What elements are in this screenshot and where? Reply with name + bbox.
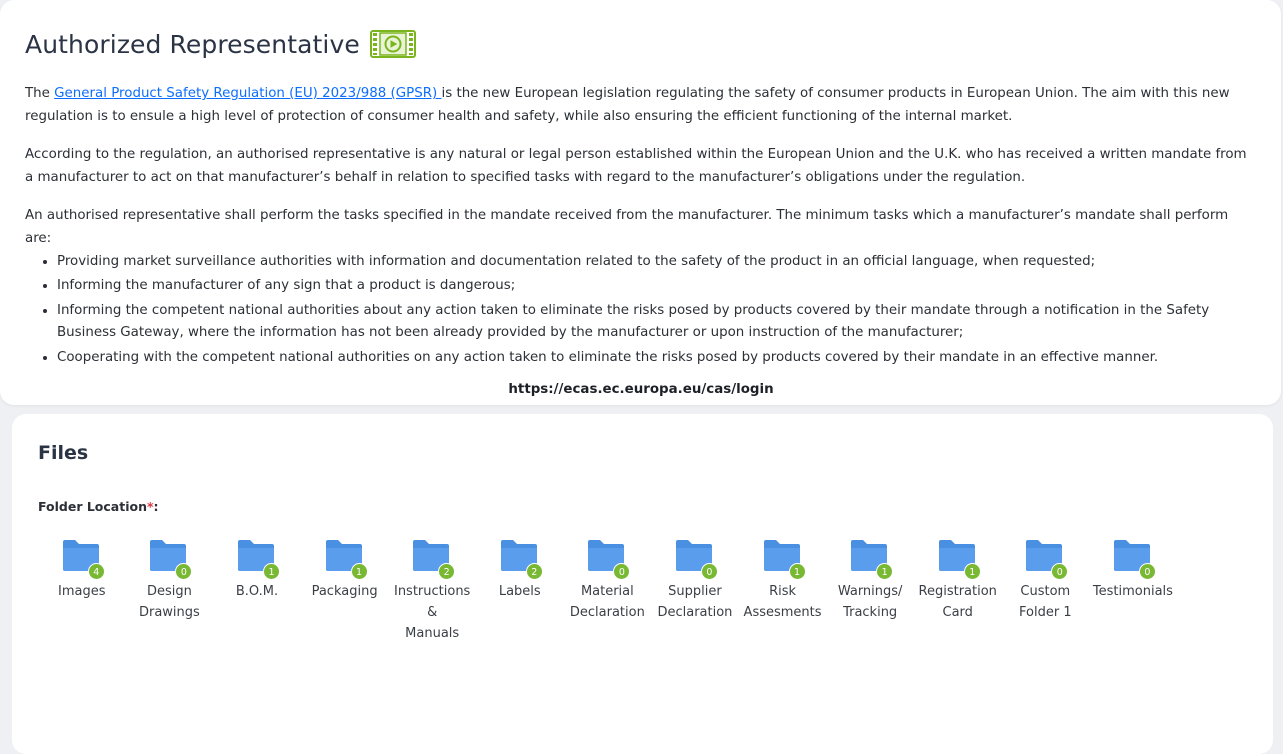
file-count-badge: 1	[789, 563, 806, 580]
folder-icon	[236, 538, 278, 578]
file-count-badge: 1	[964, 563, 981, 580]
folder-name-line1: Material	[580, 584, 634, 599]
file-count-badge: 0	[701, 563, 718, 580]
folder-icon	[674, 538, 716, 578]
folder-item[interactable]	[388, 538, 476, 644]
file-count-badge: 0	[1139, 563, 1156, 580]
file-count-badge: 2	[438, 563, 455, 580]
folder-item[interactable]	[38, 538, 126, 644]
folder-name	[499, 581, 541, 602]
files-card	[12, 414, 1273, 754]
folder-name-line1: Supplier	[668, 584, 722, 599]
folder-icon	[762, 538, 804, 578]
file-count-badge: 1	[876, 563, 893, 580]
folder-name-line1: Registration	[918, 584, 997, 599]
folder-name-line2: Card	[942, 605, 973, 620]
folder-name-line2: Manuals	[405, 626, 460, 641]
file-count-badge: 0	[1051, 563, 1068, 580]
folder-name	[838, 581, 903, 623]
tasks-list	[57, 251, 1257, 370]
folder-name-line2: Declaration	[657, 605, 733, 620]
files-title: Files	[38, 442, 89, 464]
folder-name-line1: Testimonials	[1092, 584, 1173, 599]
folder-icon	[1112, 538, 1154, 578]
title-row	[25, 28, 416, 60]
folder-name-line1: Custom	[1020, 584, 1071, 599]
intro-paragraph	[25, 83, 1257, 128]
folder-name	[388, 581, 476, 644]
list-item: • Informing the competent national authorities about any action taken to eliminate the risks posed by products covered by their mandate through a notification in the Safety Business Gateway, where the information has not been already provided by the manufacturer or upon instruction of the manufacturer;	[57, 300, 1257, 345]
folder-name	[236, 581, 278, 602]
folder-name	[139, 581, 200, 623]
intro-prefix: The	[25, 86, 55, 101]
folder-icon	[1024, 538, 1066, 578]
folder-name-line2: Folder 1	[1019, 605, 1072, 620]
folder-location-label	[38, 499, 159, 514]
list-item: • Providing market surveillance authorities with information and documentation related to the safety of the product in an official language, when requested;	[57, 251, 1257, 274]
folder-name	[919, 581, 997, 623]
required-asterisk: *	[147, 499, 154, 514]
folder-item[interactable]	[213, 538, 301, 644]
folder-icon	[61, 538, 103, 578]
file-count-badge: 1	[263, 563, 280, 580]
folder-item[interactable]	[564, 538, 652, 644]
folder-name-line2: Drawings	[138, 605, 200, 620]
folder-name	[312, 581, 378, 602]
folder-icon	[937, 538, 979, 578]
folder-item[interactable]	[651, 538, 739, 644]
folder-name-line1: Design	[146, 584, 192, 599]
folder-name-line1: B.O.M.	[235, 584, 279, 599]
file-count-badge: 0	[613, 563, 630, 580]
folder-name-line1: Labels	[498, 584, 541, 599]
folder-name	[58, 581, 106, 602]
folder-item[interactable]	[301, 538, 389, 644]
folder-icon	[324, 538, 366, 578]
file-count-badge: 2	[526, 563, 543, 580]
folder-icon	[148, 538, 190, 578]
tasks-intro-paragraph: An authorised representative shall perform the tasks specified in the mandate received from the manufacturer. The minimum tasks which a manufacturer’s mandate shall perform are:	[25, 208, 1229, 246]
folder-name-line2: Tracking	[843, 605, 898, 620]
file-count-badge: 0	[175, 563, 192, 580]
folder-name-line1: Risk	[769, 584, 797, 599]
list-item: • Cooperating with the competent national authorities on any action taken to eliminate the risks posed by products covered by their mandate in an effective manner.	[57, 347, 1257, 370]
folder-icon	[411, 538, 453, 578]
folder-icon	[499, 538, 541, 578]
folder-item[interactable]	[476, 538, 564, 644]
file-count-badge: 1	[351, 563, 368, 580]
definition-paragraph: According to the regulation, an authorised representative is any natural or legal person established within the European Union and the U.K. who has received a written mandate from a manufacturer to act on that manufacturer’s behalf in relation to specified tasks with regard to the manufacturer’s obligations under the regulation.	[25, 147, 1247, 185]
folder-name	[657, 581, 732, 623]
folder-name-line1: Images	[58, 584, 106, 599]
folder-name	[570, 581, 645, 623]
list-item: • Informing the manufacturer of any sign that a product is dangerous;	[57, 275, 1257, 298]
regulation-description	[25, 83, 1257, 401]
folder-list	[38, 538, 1177, 644]
folder-item[interactable]	[1089, 538, 1177, 644]
intro-suffix: is the new European legislation regulating the safety of consumer products in European Union. The aim with this new regulation is to ensule a high level of protection of consumer health and safety, while also ensuring the efficient functioning of the internal market.	[25, 86, 1230, 124]
folder-item[interactable]	[1002, 538, 1090, 644]
ecas-login-url: https://ecas.ec.europa.eu/cas/login	[508, 381, 774, 397]
folder-name-line2: Declaration	[569, 605, 645, 620]
folder-item[interactable]	[739, 538, 827, 644]
page-title: Authorized Representative	[25, 29, 360, 59]
folder-item[interactable]	[126, 538, 214, 644]
label-colon: :	[153, 499, 159, 514]
video-play-icon[interactable]	[370, 28, 416, 60]
gpsr-link[interactable]: General Product Safety Regulation (EU) 2023/988 (GPSR)	[54, 86, 442, 101]
folder-location-text: Folder Location	[38, 499, 147, 514]
folder-icon	[849, 538, 891, 578]
folder-name-line1: Packaging	[311, 584, 378, 599]
folder-name-line1: Warnings/	[837, 584, 903, 599]
folder-item[interactable]	[914, 538, 1002, 644]
folder-name-line2: Assesments	[743, 605, 822, 620]
folder-name	[1019, 581, 1072, 623]
folder-name	[744, 581, 822, 623]
folder-name-line1: Instructions &	[393, 584, 471, 620]
folder-name	[1093, 581, 1173, 602]
file-count-badge: 4	[88, 563, 105, 580]
folder-icon	[586, 538, 628, 578]
folder-item[interactable]	[826, 538, 914, 644]
